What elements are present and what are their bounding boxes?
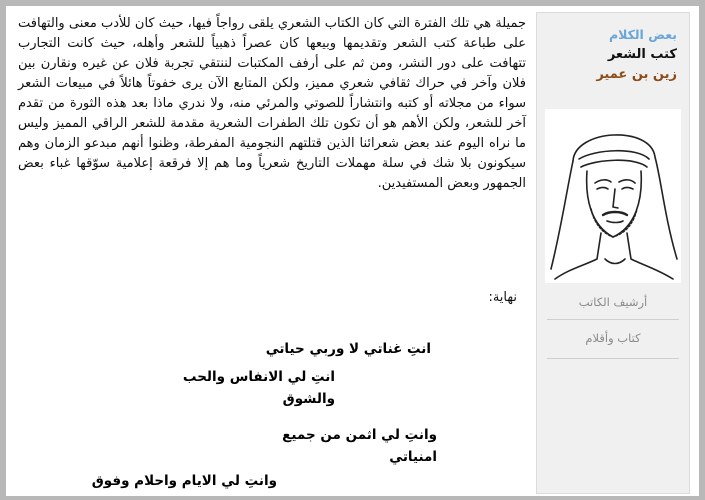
poem-line-1: انتِ غناتي لا وربي حياتي [265, 341, 431, 357]
article-body [18, 14, 526, 194]
poem-line-2-part: والشوق [282, 391, 335, 407]
poem-line-3-part: امنياتي [389, 449, 437, 465]
sidebar-divider [547, 319, 679, 320]
author-name: زين بن عمير [596, 67, 677, 82]
poem-line-2-part: انتِ لي الانفاس والحب [182, 369, 335, 385]
ending-label: نهاية: [488, 290, 517, 305]
poem-line-2 [183, 366, 335, 410]
article-paragraph: جميلة هي تلك الفترة التي كان الكتاب الشعري يلقى رواجاً فيها، حيث كان للأدب معنى والتهافت على طباعة كتب الشعر وتقديمها وبيعها كان عصراً ذهبياً للشعر وأهله، حيث كانت التجارب تتهافت على دور النشر، ومن ثم على أرفف المكتبات لننتقي تجربة فلان عن غيره ونقارن بين فلان وآخر في حراك ثقافي شعري مميز، ولكن المتابع الآن يرى خفوتاً هائلاً في مبيعات الشعر سواء من مجلاته أو كتبه وانتشاراً للصوتي والمرئي منه، ولا ندري ماذا بعد هذه الثورة من تقدم آخر للشعر، ولكن الأهم هو أن تكون تلك الطفرات الشعرية مقدمة للشعر الراقي المميز وليس ما نراه اليوم عند بعض شعرائنا الذين قتلتهم النجومية المفرطة، وظنوا أنهم مبدعو الزمان وهم سيكونون بلا شك في سلة مهملات التاريخ شعرياً وما هم إلا فرقعة إعلامية سوّقها غباء بعض الجمهور وبعض المستفيدين. [18, 16, 526, 191]
author-archive-link[interactable]: أرشيف الكاتب [578, 295, 648, 309]
sidebar-header [537, 13, 689, 87]
poem-line-3-part: وانتِ لي اثمن من جميع [282, 427, 437, 443]
section-title: بعض الكلام [608, 27, 677, 42]
sidebar-divider [547, 358, 679, 359]
author-sidebar [536, 12, 690, 494]
author-portrait-icon [545, 109, 681, 283]
author-photo [545, 109, 681, 283]
poem-line-3 [282, 424, 437, 468]
poem-line-4: وانتِ لي الايام واحلام وفوق [91, 473, 277, 489]
writers-link[interactable]: كتاب وأقلام [585, 331, 641, 345]
page-frame [6, 6, 699, 496]
column-name: كتب الشعر [607, 47, 677, 62]
